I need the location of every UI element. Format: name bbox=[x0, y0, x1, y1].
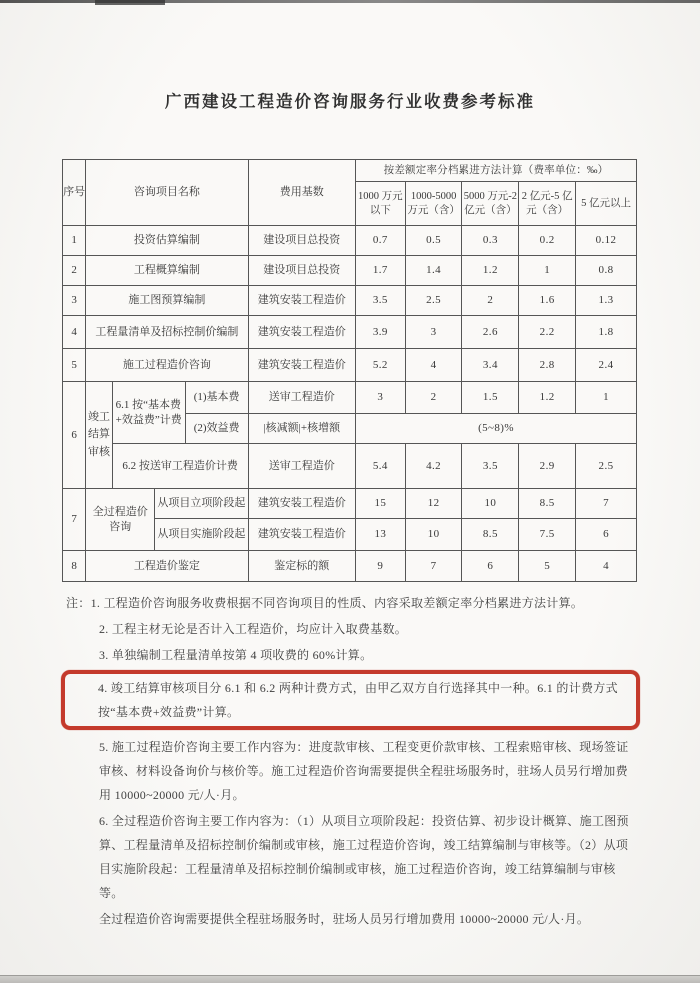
cell-rate: 4 bbox=[576, 551, 637, 582]
note-item-3: 3. 单独编制工程量清单按第 4 项收费的 60%计算。 bbox=[99, 648, 373, 662]
cell-rate: 1.6 bbox=[519, 286, 576, 316]
cell-project-name: 工程概算编制 bbox=[86, 256, 248, 286]
cell-serial: 5 bbox=[63, 349, 86, 382]
col-header-base: 费用基数 bbox=[248, 160, 355, 226]
cell-project-name: 投资估算编制 bbox=[86, 226, 248, 256]
cell-serial: 7 bbox=[63, 489, 86, 551]
cell-serial: 6 bbox=[63, 382, 86, 489]
cell-rate: 0.8 bbox=[576, 256, 637, 286]
table-row bbox=[63, 349, 637, 382]
cell-fee-base: 送审工程造价 bbox=[248, 382, 355, 414]
cell-fee-base: 建筑安装工程造价 bbox=[248, 286, 355, 316]
cell-rate: 3.5 bbox=[356, 286, 406, 316]
cell-serial: 1 bbox=[63, 226, 86, 256]
note-text: 1. 工程造价咨询服务收费根据不同咨询项目的性质、内容采取差额定率分档累进方法计算。 bbox=[90, 596, 584, 610]
table-header-row-1 bbox=[63, 160, 637, 182]
table-row bbox=[63, 226, 637, 256]
cell-rate: 1.3 bbox=[576, 286, 637, 316]
cell-rate: 3 bbox=[356, 382, 406, 414]
cell-fee-base: 建设项目总投资 bbox=[248, 226, 355, 256]
cell-rate: 0.12 bbox=[576, 226, 637, 256]
cell-rate: 1.5 bbox=[462, 382, 519, 414]
cell-method-6-1: 6.1 按“基本费+效益费”计费 bbox=[112, 382, 185, 444]
cell-rate: 4 bbox=[405, 349, 462, 382]
cell-rate: 3 bbox=[405, 316, 462, 349]
cell-rate: 7.5 bbox=[519, 519, 576, 551]
note-item-6-continuation: 全过程造价咨询需要提供全程驻场服务时，驻场人员另行增加费用 10000~20000 元/人·月。 bbox=[99, 912, 590, 926]
table-row bbox=[63, 316, 637, 349]
table-row-wholeprocess-1 bbox=[63, 489, 637, 519]
fee-standard-table bbox=[62, 159, 637, 582]
cell-rate: 1.8 bbox=[576, 316, 637, 349]
cell-phase: 从项目立项阶段起 bbox=[155, 489, 248, 519]
cell-rate: 3.5 bbox=[462, 444, 519, 489]
table-row bbox=[63, 256, 637, 286]
table-row-settlement-62 bbox=[63, 444, 637, 489]
cell-rate: 8.5 bbox=[462, 519, 519, 551]
col-header-name: 咨询项目名称 bbox=[86, 160, 248, 226]
cell-rate: 6 bbox=[462, 551, 519, 582]
cell-rate: 12 bbox=[405, 489, 462, 519]
cell-rate: 2.5 bbox=[405, 286, 462, 316]
col-header-tier-4: 2 亿元-5 亿元（含） bbox=[519, 182, 576, 226]
table-row-settlement-basic bbox=[63, 382, 637, 414]
col-header-tier-5: 5 亿元以上 bbox=[576, 182, 637, 226]
col-header-serial: 序号 bbox=[63, 160, 86, 226]
cell-rate: 0.5 bbox=[405, 226, 462, 256]
cell-serial: 4 bbox=[63, 316, 86, 349]
red-highlight-box bbox=[61, 670, 640, 730]
cell-rate: 1.4 bbox=[405, 256, 462, 286]
cell-fee-base: 建设项目总投资 bbox=[248, 256, 355, 286]
cell-rate: 1.2 bbox=[462, 256, 519, 286]
cell-rate: 15 bbox=[356, 489, 406, 519]
cell-fee-base: 建筑安装工程造价 bbox=[248, 349, 355, 382]
cell-rate: 2.9 bbox=[519, 444, 576, 489]
col-header-rate-group: 按差额定率分档累进方法计算（费率单位：‰） bbox=[356, 160, 637, 182]
cell-rate-merged: (5~8)% bbox=[356, 414, 637, 444]
notes-section bbox=[66, 591, 638, 933]
cell-rate: 2.6 bbox=[462, 316, 519, 349]
cell-project-name: 施工图预算编制 bbox=[86, 286, 248, 316]
cell-rate: 5.4 bbox=[356, 444, 406, 489]
cell-rate: 2.4 bbox=[576, 349, 637, 382]
cell-project-name: 工程造价鉴定 bbox=[86, 551, 248, 582]
note-item-1 bbox=[66, 591, 638, 615]
cell-fee-base: 送审工程造价 bbox=[248, 444, 355, 489]
cell-rate: 1 bbox=[576, 382, 637, 414]
note-item-2: 2. 工程主材无论是否计入工程造价，均应计入取费基数。 bbox=[99, 622, 408, 636]
cell-rate: 3.4 bbox=[462, 349, 519, 382]
cell-rate: 9 bbox=[356, 551, 406, 582]
cell-rate: 7 bbox=[576, 489, 637, 519]
cell-project-name: 工程量清单及招标控制价编制 bbox=[86, 316, 248, 349]
cell-rate: 2 bbox=[405, 382, 462, 414]
note-item-6: 6. 全过程造价咨询主要工作内容为：（1）从项目立项阶段起：投资估算、初步设计概算、施工图预算、工程量清单及招标控制价编制或审核，施工过程造价咨询，竣工结算编制与审核等。（2）从项目实施阶段起：工程量清单及招标控制价编制或审核，施工过程造价咨询，竣工结算编制与审核等。 bbox=[99, 814, 629, 900]
cell-rate: 0.3 bbox=[462, 226, 519, 256]
cell-rate: 1.2 bbox=[519, 382, 576, 414]
cell-rate: 1 bbox=[519, 256, 576, 286]
table-row bbox=[63, 551, 637, 582]
cell-rate: 7 bbox=[405, 551, 462, 582]
cell-serial: 2 bbox=[63, 256, 86, 286]
cell-rate: 1.7 bbox=[356, 256, 406, 286]
cell-rate: 2.8 bbox=[519, 349, 576, 382]
cell-rate: 0.7 bbox=[356, 226, 406, 256]
page-title: 广西建设工程造价咨询服务行业收费参考标准 bbox=[165, 92, 535, 111]
cell-method-6-2: 6.2 按送审工程造价计费 bbox=[112, 444, 248, 489]
cell-fee-base: 建筑安装工程造价 bbox=[248, 519, 355, 551]
col-header-tier-2: 1000-5000 万元（含） bbox=[405, 182, 462, 226]
scan-bottom-edge bbox=[0, 975, 700, 983]
cell-rate: 5 bbox=[519, 551, 576, 582]
cell-rate: 2.5 bbox=[576, 444, 637, 489]
cell-fee-base: 鉴定标的额 bbox=[248, 551, 355, 582]
cell-rate: 0.2 bbox=[519, 226, 576, 256]
table-row bbox=[63, 286, 637, 316]
cell-fee-base: |核减额|+核增额 bbox=[248, 414, 355, 444]
cell-rate: 2.2 bbox=[519, 316, 576, 349]
cell-sub-item: (2)效益费 bbox=[185, 414, 248, 444]
cell-rate: 2 bbox=[462, 286, 519, 316]
cell-rate: 10 bbox=[405, 519, 462, 551]
cell-project-name: 全过程造价咨询 bbox=[86, 489, 155, 551]
cell-serial: 3 bbox=[63, 286, 86, 316]
cell-rate: 13 bbox=[356, 519, 406, 551]
note-item-5: 5. 施工过程造价咨询主要工作内容为：进度款审核、工程变更价款审核、工程索赔审核、现场签证审核、材料设备询价与核价等。施工过程造价咨询需要提供全程驻场服务时，驻场人员另行增加费用 10000~20000 元/人·月。 bbox=[99, 740, 629, 802]
cell-rate: 5.2 bbox=[356, 349, 406, 382]
scan-top-edge-notch bbox=[95, 0, 165, 5]
cell-rate: 3.9 bbox=[356, 316, 406, 349]
cell-phase: 从项目实施阶段起 bbox=[155, 519, 248, 551]
cell-rate: 6 bbox=[576, 519, 637, 551]
cell-project-name-vertical: 竣工结算审核 bbox=[86, 382, 112, 489]
cell-rate: 10 bbox=[462, 489, 519, 519]
cell-fee-base: 建筑安装工程造价 bbox=[248, 316, 355, 349]
col-header-tier-1: 1000 万元以下 bbox=[356, 182, 406, 226]
col-header-tier-3: 5000 万元-2 亿元（含） bbox=[462, 182, 519, 226]
cell-serial: 8 bbox=[63, 551, 86, 582]
cell-project-name: 施工过程造价咨询 bbox=[86, 349, 248, 382]
notes-prefix: 注： bbox=[66, 596, 91, 610]
cell-sub-item: (1)基本费 bbox=[185, 382, 248, 414]
cell-rate: 8.5 bbox=[519, 489, 576, 519]
note-item-4: 4. 竣工结算审核项目分 6.1 和 6.2 两种计费方式，由甲乙双方自行选择其中一种。6.1 的计费方式按“基本费+效益费”计算。 bbox=[98, 681, 618, 719]
cell-fee-base: 建筑安装工程造价 bbox=[248, 489, 355, 519]
cell-rate: 4.2 bbox=[405, 444, 462, 489]
